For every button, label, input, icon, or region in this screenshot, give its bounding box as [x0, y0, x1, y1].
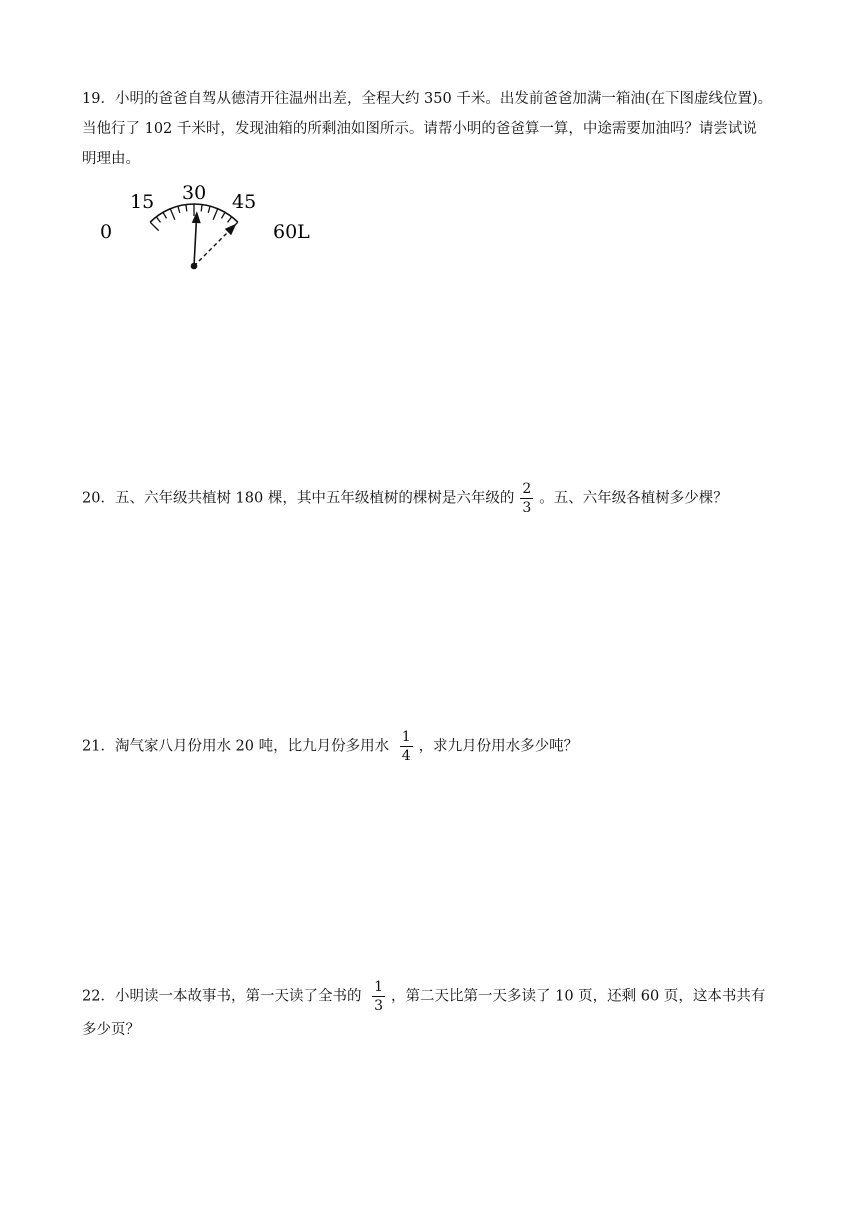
- gauge-label-60L: 60L: [273, 221, 310, 243]
- fraction-denominator: 4: [401, 748, 411, 764]
- gauge-label-45: 45: [232, 191, 257, 213]
- gauge-tick: [201, 205, 202, 212]
- fraction-numerator: 1: [401, 729, 411, 745]
- gauge-tick: [178, 206, 180, 213]
- question-22-line-2: 多少页？: [82, 1022, 140, 1038]
- gauge-needle-current-arrowhead: [192, 211, 201, 223]
- question-20: [82, 480, 810, 517]
- gauge-tick: [163, 212, 167, 218]
- fraction-denominator: 3: [522, 500, 532, 516]
- gauge-label-0: 0: [100, 221, 113, 243]
- gauge-tick: [227, 217, 231, 223]
- question-22: [82, 978, 810, 1045]
- fraction-numerator: 2: [522, 481, 532, 497]
- gauge-needle-current: [194, 223, 196, 266]
- fraction-numerator: 1: [374, 979, 383, 995]
- question-19-line-1: 19．小明的爸爸自驾从德清开往温州出差，全程大约 350 千米。出发前爸爸加满一箱油(在下图虚线位置)。: [82, 91, 773, 107]
- question-22-text-after: ，第二天比第一天多读了 10 页，还剩 60 页，这本书共有: [390, 988, 766, 1005]
- question-19-line-3: 明理由。: [82, 151, 140, 167]
- question-21-fraction: [400, 728, 413, 765]
- gauge-tick: [208, 206, 210, 213]
- question-22-fraction: [372, 978, 385, 1015]
- gauge-tick: [213, 209, 218, 220]
- gauge-pivot: [191, 263, 198, 270]
- gauge-label-15: 15: [130, 191, 155, 213]
- gauge-ticks: [150, 204, 238, 231]
- question-21-text-after: ，求九月份用水多少吨？: [418, 738, 579, 755]
- gauge-tick: [170, 209, 175, 220]
- gauge-label-30: 30: [182, 182, 207, 204]
- fraction-denominator: 3: [374, 998, 383, 1014]
- gauge-needle-full-dashed: [194, 232, 228, 266]
- gauge-tick: [186, 205, 187, 212]
- question-21: [82, 728, 810, 765]
- question-19-line-2: 当他行了 102 千米时，发现油箱的所剩油如图所示。请帮小明的爸爸算一算，中途需要加油吗？请尝试说: [82, 121, 757, 137]
- question-22-text-before: 22．小明读一本故事书，第一天读了全书的: [82, 988, 367, 1005]
- gauge-tick: [222, 212, 226, 218]
- question-19: [82, 84, 810, 174]
- question-20-fraction: [520, 480, 533, 517]
- fuel-gauge-figure: [96, 180, 326, 280]
- question-20-text-before: 20．五、六年级共植树 180 棵，其中五年级植树的棵树是六年级的: [82, 490, 515, 507]
- question-21-text-before: 21．淘气家八月份用水 20 吨，比九月份多用水: [82, 738, 394, 755]
- gauge-tick: [150, 222, 158, 230]
- question-20-text-after: 。五、六年级各植树多少棵？: [539, 490, 728, 507]
- gauge-tick: [156, 217, 160, 223]
